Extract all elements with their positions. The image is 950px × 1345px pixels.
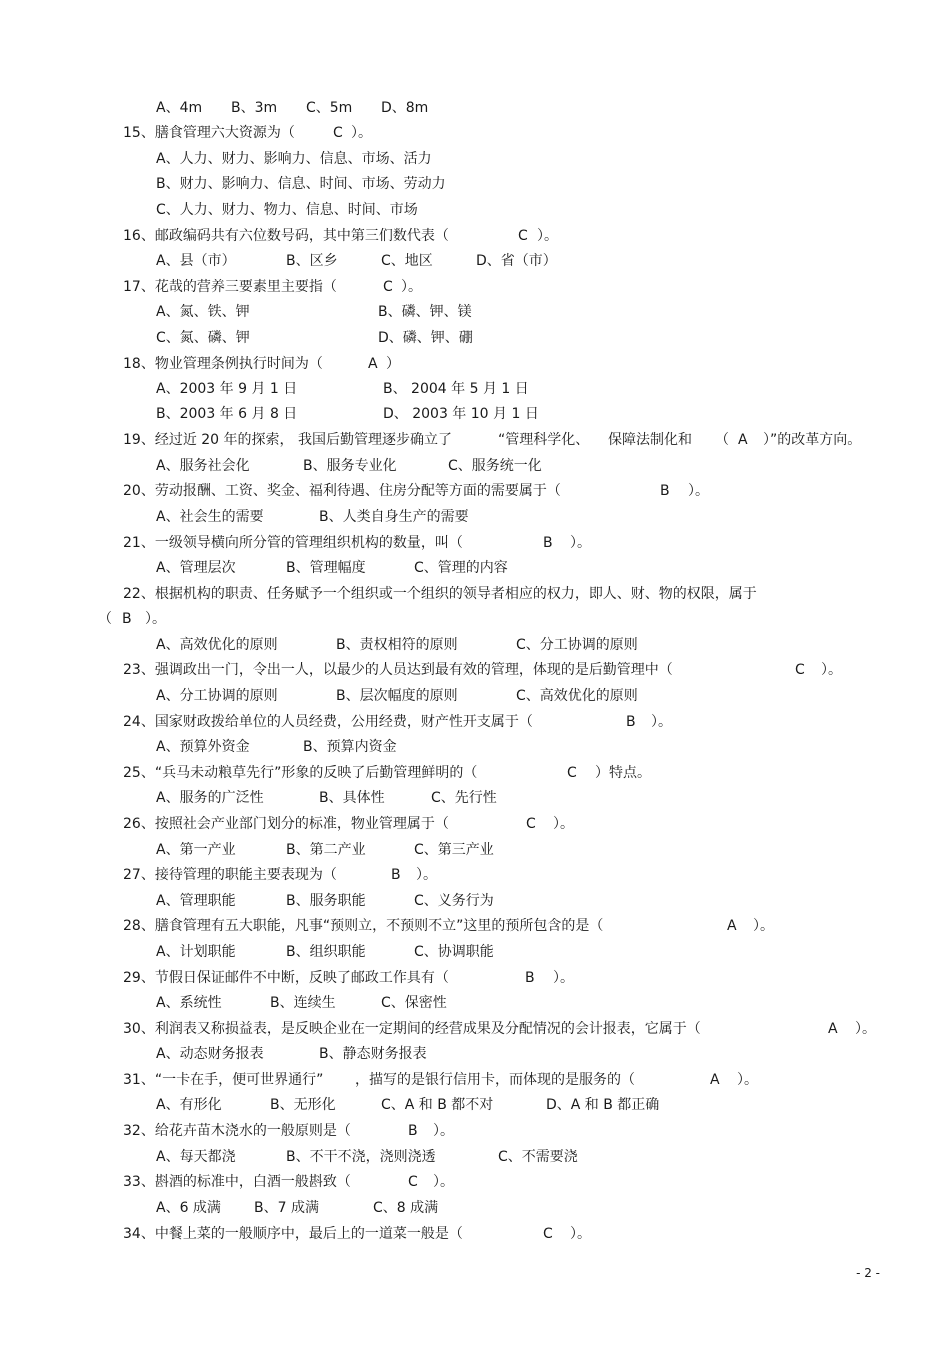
question-text: 29、节假日保证邮件不中断，反映了邮政工作具有（: [123, 970, 449, 986]
answer: C: [383, 279, 393, 295]
question-text: ）。: [753, 918, 774, 934]
option: C、管理的内容: [414, 560, 508, 576]
option: A、4m: [156, 100, 203, 116]
page-number: - 2 -: [856, 1266, 880, 1280]
answer: A: [738, 432, 748, 448]
question-text: ）。: [351, 125, 372, 141]
question-text: （: [98, 611, 112, 627]
question-text: “管理科学化、: [498, 432, 590, 448]
option: B、2003 年 6 月 8 日: [156, 406, 298, 422]
question-text: 16、邮政编码共有六位数号码，其中第三们数代表（: [123, 228, 449, 244]
question-text: ）。: [651, 714, 672, 730]
option: A、每天都浇: [156, 1149, 236, 1165]
option: A、分工协调的原则: [156, 688, 278, 704]
answer: A: [368, 356, 378, 372]
option: A、计划职能: [156, 944, 236, 960]
question-text: 20、劳动报酬、工资、奖金、福利待遇、住房分配等方面的需要属于（: [123, 483, 561, 499]
option: A、人力、财力、影响力、信息、市场、活力: [156, 151, 432, 167]
answer: B: [391, 867, 401, 883]
option: C、氮、磷、钾: [156, 330, 250, 346]
answer: A: [727, 918, 737, 934]
option: B、无形化: [270, 1097, 336, 1113]
option: B、静态财务报表: [319, 1046, 427, 1062]
option: C、义务行为: [414, 893, 494, 909]
option: C、5m: [306, 100, 353, 116]
question-text: （: [715, 432, 729, 448]
option: B、预算内资金: [303, 739, 397, 755]
option: B、财力、影响力、信息、时间、市场、劳动力: [156, 176, 446, 192]
answer: C: [333, 125, 343, 141]
question-text: 19、经过近 20 年的探索， 我国后勤管理逐步确立了: [123, 432, 452, 448]
option: B、3m: [231, 100, 278, 116]
question-text: ）。: [737, 1072, 758, 1088]
option: D、省（市）: [476, 253, 557, 269]
option: A、服务的广泛性: [156, 790, 264, 806]
option: A、管理层次: [156, 560, 236, 576]
option: A、服务社会化: [156, 458, 250, 474]
option: C、保密性: [381, 995, 447, 1011]
question-text: 30、利润表又称损益表，是反映企业在一定期间的经营成果及分配情况的会计报表，它属于（: [123, 1021, 701, 1037]
option: B、服务专业化: [303, 458, 397, 474]
option: A、动态财务报表: [156, 1046, 264, 1062]
question-text: ）。: [570, 1226, 591, 1242]
option: C、8 成满: [373, 1200, 439, 1216]
answer: B: [122, 611, 132, 627]
option: B、连续生: [270, 995, 336, 1011]
option: A、高效优化的原则: [156, 637, 278, 653]
option: B、不干不浇，浇则浇透: [286, 1149, 436, 1165]
option: B、服务职能: [286, 893, 366, 909]
option: A、氮、铁、钾: [156, 304, 250, 320]
option: A、第一产业: [156, 842, 236, 858]
question-text: 31、“一卡在手，便可世界通行”: [123, 1072, 324, 1088]
question-text: ，描写的是银行信用卡，而体现的是服务的（: [355, 1072, 635, 1088]
question-text: 27、接待管理的职能主要表现为（: [123, 867, 337, 883]
question-text: ）。: [433, 1123, 454, 1139]
question-text: ）。: [688, 483, 709, 499]
question-text: ）。: [145, 611, 166, 627]
question-text: 34、中餐上菜的一般顺序中，最后上的一道菜一般是（: [123, 1226, 463, 1242]
answer: C: [526, 816, 536, 832]
option: A、有形化: [156, 1097, 222, 1113]
option: C、A 和 B 都不对: [381, 1097, 494, 1113]
question-text: 21、一级领导横向所分管的管理组织机构的数量，叫（: [123, 535, 463, 551]
answer: B: [408, 1123, 418, 1139]
question-text: 28、膳食管理有五大职能，凡事“预则立，不预则不立”这里的预所包含的是（: [123, 918, 604, 934]
question-text: ）。: [855, 1021, 876, 1037]
question-text: ）。: [537, 228, 558, 244]
question-text: 25、“兵马未动粮草先行”形象的反映了后勤管理鲜明的（: [123, 765, 478, 781]
option: B、7 成满: [254, 1200, 319, 1216]
question-text: ）。: [821, 662, 842, 678]
option: C、服务统一化: [448, 458, 542, 474]
answer: C: [543, 1226, 553, 1242]
question-text: 15、膳食管理六大资源为（: [123, 125, 295, 141]
option: C、分工协调的原则: [516, 637, 638, 653]
option: D、磷、钾、硼: [378, 330, 473, 346]
answer: C: [567, 765, 577, 781]
option: A、管理职能: [156, 893, 236, 909]
option: A、预算外资金: [156, 739, 250, 755]
question-text: ）”的改革方向。: [763, 432, 862, 448]
option: C、先行性: [431, 790, 497, 806]
option: C、高效优化的原则: [516, 688, 638, 704]
option: A、社会生的需要: [156, 509, 264, 525]
question-text: ）特点。: [595, 765, 651, 781]
option: C、不需要浇: [498, 1149, 578, 1165]
answer: B: [543, 535, 553, 551]
question-text: 24、国家财政拨给单位的人员经费，公用经费，财产性开支属于（: [123, 714, 533, 730]
answer: A: [710, 1072, 720, 1088]
question-text: 26、按照社会产业部门划分的标准，物业管理属于（: [123, 816, 449, 832]
answer: C: [518, 228, 528, 244]
option: C、地区: [381, 253, 433, 269]
option: C、第三产业: [414, 842, 494, 858]
question-text: 22、根据机构的职责、任务赋予一个组织或一个组织的领导者相应的权力，即人、财、物的权限，属于: [123, 586, 757, 602]
question-text: ）。: [570, 535, 591, 551]
question-text: 18、物业管理条例执行时间为（: [123, 356, 323, 372]
option: B、具体性: [319, 790, 385, 806]
option: A、2003 年 9 月 1 日: [156, 381, 298, 397]
option: D、8m: [381, 100, 429, 116]
option: A、系统性: [156, 995, 222, 1011]
option: B、管理幅度: [286, 560, 366, 576]
option: B、磷、钾、镁: [378, 304, 472, 320]
question-text: 保障法制化和: [608, 432, 692, 448]
option: B、第二产业: [286, 842, 366, 858]
option: B、责权相符的原则: [336, 637, 458, 653]
option: D、A 和 B 都正确: [546, 1097, 660, 1113]
question-text: ）: [386, 356, 400, 372]
option: B、 2004 年 5 月 1 日: [383, 381, 529, 397]
option: C、人力、财力、物力、信息、时间、市场: [156, 202, 418, 218]
question-text: 23、强调政出一门，令出一人，以最少的人员达到最有效的管理，体现的是后勤管理中（: [123, 662, 673, 678]
option: D、 2003 年 10 月 1 日: [383, 406, 539, 422]
question-text: ）。: [416, 867, 437, 883]
question-text: 17、花哉的营养三要素里主要指（: [123, 279, 337, 295]
option: B、层次幅度的原则: [336, 688, 458, 704]
option: B、组织职能: [286, 944, 366, 960]
option: A、县（市）: [156, 253, 236, 269]
question-text: ）。: [553, 816, 574, 832]
question-text: ）。: [433, 1174, 454, 1190]
question-text: 33、斟酒的标准中，白酒一般斟致（: [123, 1174, 351, 1190]
answer: B: [660, 483, 670, 499]
question-text: ）。: [553, 970, 574, 986]
option: B、人类自身生产的需要: [319, 509, 469, 525]
option: B、区乡: [286, 253, 338, 269]
option: A、6 成满: [156, 1200, 221, 1216]
answer: B: [525, 970, 535, 986]
answer: C: [795, 662, 805, 678]
answer: C: [408, 1174, 418, 1190]
option: C、协调职能: [414, 944, 494, 960]
answer: A: [828, 1021, 838, 1037]
answer: B: [626, 714, 636, 730]
question-text: ）。: [401, 279, 422, 295]
question-text: 32、给花卉苗木浇水的一般原则是（: [123, 1123, 351, 1139]
